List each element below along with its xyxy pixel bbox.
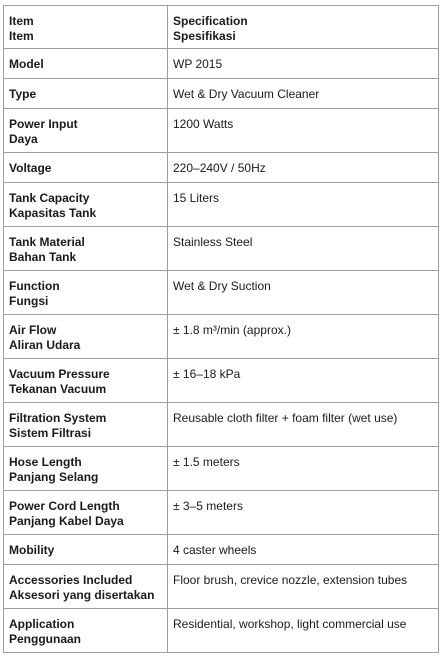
- table-row: [4, 565, 439, 609]
- item-label-en: Hose Length: [9, 455, 82, 469]
- spec-table: [3, 5, 439, 653]
- item-cell: [4, 79, 168, 109]
- item-label-en: Function: [9, 279, 60, 293]
- item-cell: [4, 49, 168, 79]
- item-label-en: Accessories Included: [9, 573, 133, 587]
- table-row: [4, 109, 439, 153]
- header-spec-en: Specification: [173, 14, 248, 28]
- item-label-id: Daya: [9, 132, 38, 146]
- item-cell: [4, 491, 168, 535]
- table-row: [4, 403, 439, 447]
- spec-value: Reusable cloth filter + foam filter (wet use): [168, 403, 439, 447]
- item-label-en: Model: [9, 57, 44, 71]
- item-label-en: Tank Material: [9, 235, 85, 249]
- item-label-id: Kapasitas Tank: [9, 206, 97, 220]
- spec-value: 15 Liters: [168, 183, 439, 227]
- table-row: [4, 79, 439, 109]
- item-label-en: Vacuum Pressure: [9, 367, 110, 381]
- item-cell: [4, 183, 168, 227]
- item-label-en: Filtration System: [9, 411, 107, 425]
- header-item-id: Item: [9, 29, 34, 43]
- table-row: [4, 271, 439, 315]
- spec-value: WP 2015: [168, 49, 439, 79]
- spec-value: Wet & Dry Vacuum Cleaner: [168, 79, 439, 109]
- item-label-en: Tank Capacity: [9, 191, 90, 205]
- table-row: [4, 535, 439, 565]
- item-cell: [4, 109, 168, 153]
- item-cell: [4, 271, 168, 315]
- item-cell: [4, 447, 168, 491]
- spec-value: ± 1.8 m³/min (approx.): [168, 315, 439, 359]
- item-label-en: Voltage: [9, 161, 52, 175]
- item-label-id: Panjang Kabel Daya: [9, 514, 124, 528]
- spec-value: 4 caster wheels: [168, 535, 439, 565]
- spec-value: Residential, workshop, light commercial use: [168, 609, 439, 653]
- item-label-en: Application: [9, 617, 75, 631]
- header-spec: [168, 6, 439, 49]
- item-label-en: Type: [9, 87, 37, 101]
- item-label-id: Aliran Udara: [9, 338, 81, 352]
- table-row: [4, 315, 439, 359]
- item-cell: [4, 403, 168, 447]
- item-label-en: Power Input: [9, 117, 78, 131]
- item-cell: [4, 227, 168, 271]
- spec-value: Wet & Dry Suction: [168, 271, 439, 315]
- item-label-en: Mobility: [9, 543, 55, 557]
- item-cell: [4, 153, 168, 183]
- table-row: [4, 227, 439, 271]
- table-row: [4, 359, 439, 403]
- spec-value: Stainless Steel: [168, 227, 439, 271]
- table-row: [4, 609, 439, 653]
- item-cell: [4, 315, 168, 359]
- item-label-en: Air Flow: [9, 323, 57, 337]
- header-row: [4, 6, 439, 49]
- spec-value: ± 1.5 meters: [168, 447, 439, 491]
- spec-value: 1200 Watts: [168, 109, 439, 153]
- item-label-id: Aksesori yang disertakan: [9, 588, 155, 602]
- item-label-en: Power Cord Length: [9, 499, 120, 513]
- item-cell: [4, 359, 168, 403]
- table-row: [4, 49, 439, 79]
- item-label-id: Fungsi: [9, 294, 49, 308]
- item-label-id: Bahan Tank: [9, 250, 77, 264]
- spec-value: 220–240V / 50Hz: [168, 153, 439, 183]
- header-item-en: Item: [9, 14, 34, 28]
- table-row: [4, 183, 439, 227]
- table-row: [4, 153, 439, 183]
- item-cell: [4, 609, 168, 653]
- item-label-id: Panjang Selang: [9, 470, 99, 484]
- header-spec-id: Spesifikasi: [173, 29, 236, 43]
- item-cell: [4, 535, 168, 565]
- item-cell: [4, 565, 168, 609]
- table-row: [4, 491, 439, 535]
- spec-value: ± 3–5 meters: [168, 491, 439, 535]
- spec-value: Floor brush, crevice nozzle, extension tubes: [168, 565, 439, 609]
- item-label-id: Sistem Filtrasi: [9, 426, 92, 440]
- spec-value: ± 16–18 kPa: [168, 359, 439, 403]
- item-label-id: Tekanan Vacuum: [9, 382, 107, 396]
- header-item: [4, 6, 168, 49]
- table-row: [4, 447, 439, 491]
- item-label-id: Penggunaan: [9, 632, 82, 646]
